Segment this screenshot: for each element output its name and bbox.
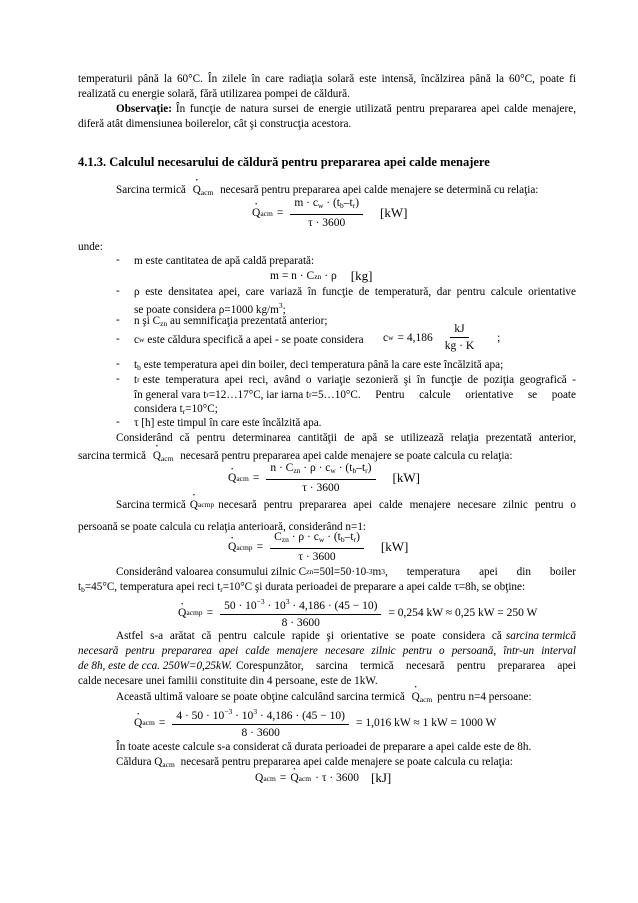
numerator: $m \cdot c_w \cdot (t_b-t_r)$	[290, 196, 363, 215]
equation-q-acm-kj: Q acm = · Q acm · τ · 3600 [kJ]	[255, 770, 391, 786]
paragraph-astfel-line-1: Astfel s-a arătat că pentru calcule rapide şi orientative se poate considera că sarcina termică	[116, 630, 576, 642]
subscript: acm	[200, 188, 214, 197]
paragraph-valoare-line-2: $t_b=45^\circ C$, temperatura apei reci $t_r=10^\circ C$ şi durata perioadei de preparare a apei calde τ=8h, se obţine:	[78, 581, 526, 594]
equation-q-acm-2: · Q acm = $\frac{n \cdot C_{zn} \cdot \rho \cdot c_w \cdot (t_b-t_r)}{\tau \cdot 3600}$ [kW]	[228, 461, 420, 495]
bullet-rho-line-2: se poate considera ρ=1000 $kg/m^3$;	[134, 301, 286, 316]
bullet-dash: -	[116, 358, 120, 370]
paragraph-calcule-8h: În toate aceste calcule s-a considerat că durata perioadei de preparare a apei calde este de 8h.	[116, 741, 532, 753]
denominator: τ · 3600	[308, 217, 346, 229]
text: necesară pentru prepararea apei calde menajere se determină cu relaţia:	[220, 184, 539, 196]
fraction	[290, 196, 363, 230]
bullet-dash: -	[116, 285, 120, 297]
paragraph-considerand-line-2: sarcina termică · $Q_{acm}$ necesară pentru prepararea apei calde menajere se poate calcula cu relaţia:	[78, 449, 513, 466]
paragraph-astfel-line-2: necesară pentru prepararea apei calde menajere necesare zilnic pentru o persoană, într-un interval	[78, 645, 576, 657]
equation-q-acmp: · Q acmp = $\frac{C_{zn} \cdot \rho \cdot c_w \cdot (t_b-t_r)}{\tau \cdot 3600}$ [kW]	[228, 530, 408, 564]
observation-line	[116, 102, 576, 116]
subscript: acm	[260, 208, 273, 218]
paragraph-considerand-line-1: Considerând că pentru determinarea cantităţii de apă se utilizează relaţia prezentată anterior,	[116, 432, 576, 444]
paragraph-caldura-qacm: Căldura $Q_{acm}$ necesară pentru prepararea apei calde menajere se poate calcula cu relaţia:	[116, 756, 513, 769]
bullet-dash: -	[116, 254, 120, 266]
observation-label: Observaţie:	[116, 103, 172, 115]
bullet-tr-line-1: t r este temperatura apei reci, având o variaţie sezonieră şi în funcţie de poziţia geografică -	[134, 374, 576, 386]
bullet-tau: τ [h] este timpul în care este încălzită apa.	[134, 417, 322, 429]
equation-q-acmp-numeric: · Q acmp = $\frac{50 \cdot 10^{-3} \cdot 10^3 \cdot 4,186 \cdot (45 - 10)}{8 \cdot 3600}$ = 0,254 kW ≈ 0,25 kW = 250 W	[178, 595, 537, 630]
bullet-m: m este cantitatea de apă caldă preparată:	[134, 255, 315, 267]
paragraph-acmp-line-1: Sarcina termică · Q acmp necesară pentru prepararea apei calde menajere necesare zilnic pentru o	[116, 498, 576, 512]
paragraph-valoare-line-1: Considerând valoarea consumului zilnic C zn =50l=50·10 -3 m 3 , temperatura apei din boiler	[116, 566, 576, 578]
section-heading: 4.1.3. Calculul necesarului de căldură pentru prepararea apei calde menajere	[78, 155, 490, 169]
bullet-dash: -	[116, 416, 120, 428]
paragraph-ultima-valoare: Această ultimă valoare se poate obţine calculând sarcina termică · $Q_{acm}$ pentru n=4 persoane:	[116, 690, 532, 707]
paragraph-acmp-line-2: persoană se poate calcula cu relaţia anterioară, considerând n=1:	[78, 521, 367, 533]
bullet-tr-line-2: în general vara t r =12…17°C, iar iarna t r =5…10°C. Pentru calcule orientative se poate	[134, 389, 576, 401]
equals-sign: =	[276, 207, 284, 219]
bullet-dash: -	[116, 314, 120, 326]
paragraph-astfel-line-4: calde necesare unei familii constituite din 4 persoane, este de 1kW.	[78, 675, 378, 687]
unit: [kW]	[380, 205, 408, 220]
bullet-dash: -	[116, 333, 120, 345]
bullet-tr-line-3: considera $t_r=10^\circ C$;	[134, 403, 218, 416]
unde-label: unde:	[78, 241, 103, 253]
paragraph-astfel-line-3: de 8h, este de cca. 250W=0,25kW. Corespunzător, sarcina termică necesară pentru prepararea apei	[78, 660, 576, 672]
text: Sarcina termică	[116, 184, 186, 196]
intro-line-1: temperaturii până la 60°C. În zilele în care radiaţia solară este intensă, încălzirea până la 60°C, poate fi	[78, 73, 576, 85]
equation-cw: c w = 4,186 $\frac{kJ}{kg \cdot K}$ ;	[383, 323, 501, 352]
q-dot-symbol: · Q	[252, 207, 260, 219]
bullet-cw: c w este căldura specifică a apei - se poate considera	[134, 334, 364, 346]
observation-text: În funcţie de natura sursei de energie utilizată pentru prepararea apei calde menajere,	[175, 103, 576, 115]
q-dot-symbol: · Q	[193, 183, 201, 197]
intro-line-2: realizată cu energie solară, fără utilizarea pompei de căldură.	[78, 88, 350, 100]
bullet-tb: $t_b$ este temperatura apei din boiler, deci temperatura până la care este încălzită apa;	[134, 359, 504, 372]
bullet-dash: -	[116, 373, 120, 385]
observation-line-2: diferă atât dimensiunea boilerelor, cât şi construcţia acestora.	[78, 118, 352, 130]
equation-q-acm	[252, 196, 407, 230]
bullet-rho-line-1: ρ este densitatea apei, care variază în funcţie de temperatură, dar pentru calcule orientative	[134, 286, 576, 298]
equation-m: m = n · C zn · ρ [kg]	[270, 268, 373, 283]
equation-q-acm-numeric: · Q acm = $\frac{4 \cdot 50 \cdot 10^{-3} \cdot 10^3 \cdot 4,186 \cdot (45 - 10)}{8 \cdot 3600}$ = 1,016 kW ≈ 1 kW = 1000 W	[134, 705, 496, 740]
bullet-n-czn: n şi $C_{zn}$ au semnificaţia prezentată anterior;	[134, 315, 328, 328]
